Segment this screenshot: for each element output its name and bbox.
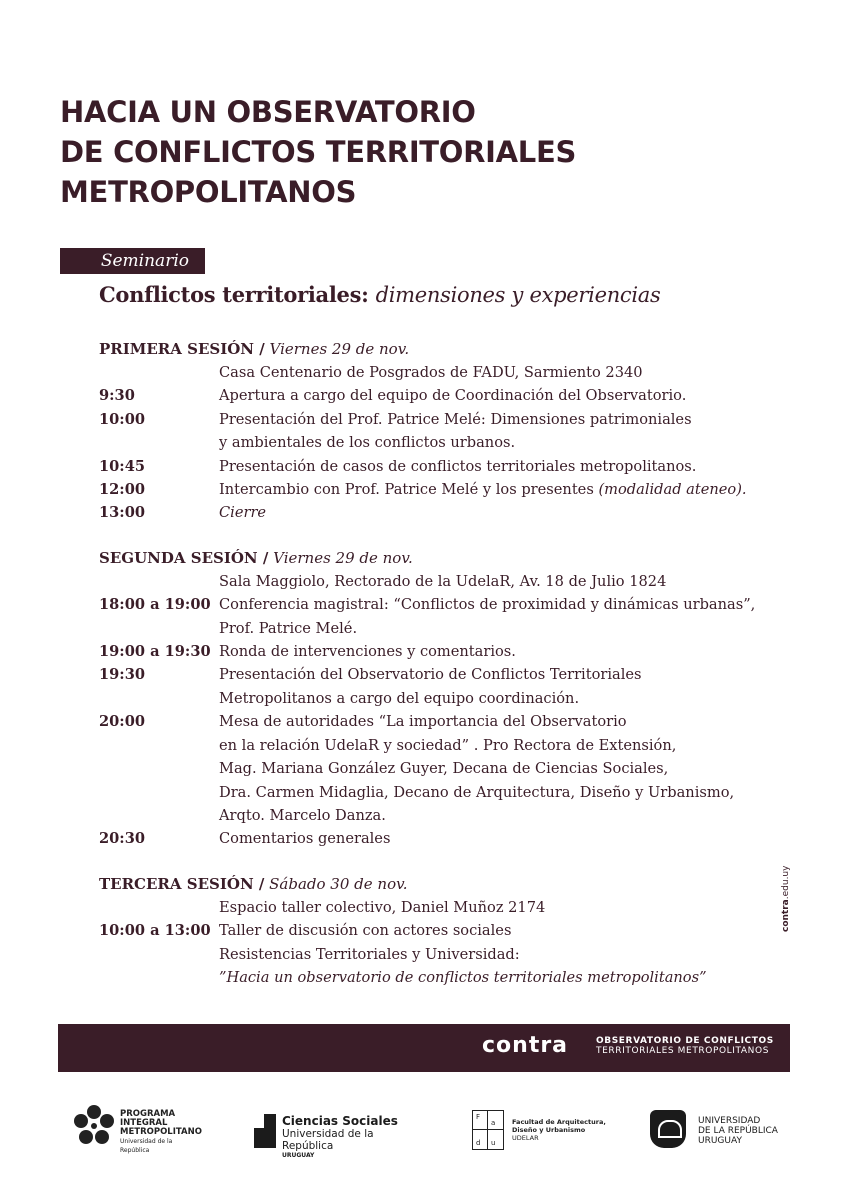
schedule-row (99, 827, 789, 850)
ccss-logo (254, 1100, 424, 1159)
pim-text: PROGRAMA INTEGRAL METROPOLITANO Universidad de la República (120, 1109, 202, 1154)
side-url-rest: .edu.uy (781, 865, 791, 900)
schedule-desc: Apertura a cargo del equipo de Coordinación del Observatorio. (219, 387, 687, 405)
session-header (99, 547, 789, 570)
schedule-row-cont (99, 757, 789, 780)
schedule-row-cont (99, 804, 789, 827)
schedule-desc: en la relación UdelaR y sociedad” . Pro Rectora de Extensión, (219, 736, 677, 754)
schedule-row (99, 408, 789, 431)
schedule-row-cont (99, 966, 789, 989)
udelar-logo (650, 1100, 780, 1150)
schedule-time: 10:45 (99, 457, 146, 475)
title-line-3: METROPOLITANOS (60, 175, 357, 209)
schedule-row (99, 919, 789, 942)
session-date: Sábado 30 de nov. (269, 874, 408, 893)
schedule-desc (219, 478, 789, 501)
schedule-desc: Prof. Patrice Melé. (219, 619, 358, 637)
title-line-2: DE CONFLICTOS TERRITORIALES (60, 135, 577, 169)
subtitle-bold: Conflictos territoriales: (99, 282, 369, 307)
schedule-desc: ”Hacia un observatorio de conflictos territoriales metropolitanos” (219, 968, 707, 986)
schedule-desc: Comentarios generales (219, 830, 391, 848)
schedule-desc: Presentación del Observatorio de Conflictos Territoriales (219, 666, 642, 684)
session-date: Viernes 29 de nov. (273, 548, 413, 567)
session-venue: Sala Maggiolo, Rectorado de la UdelaR, Av. 18 de Julio 1824 (219, 572, 667, 590)
schedule-row (99, 455, 789, 478)
schedule-desc: Mag. Mariana González Guyer, Decana de Ciencias Sociales, (219, 760, 669, 778)
flower-icon (72, 1104, 116, 1148)
schedule-row (99, 384, 789, 407)
ccss-mark-icon (254, 1114, 276, 1148)
program (99, 338, 789, 989)
schedule-row-cont (99, 781, 789, 804)
ccss-text: Ciencias Sociales Universidad de la República URUGUAY (282, 1114, 398, 1159)
session-header (99, 873, 789, 896)
schedule-time: 18:00 a 19:00 (99, 596, 211, 614)
schedule-desc: Ronda de intervenciones y comentarios. (219, 643, 516, 661)
session-venue-row (99, 896, 789, 919)
schedule-row (99, 710, 789, 733)
fadu-text: Facultad de Arquitectura, Diseño y Urbanismo UDELAR (512, 1118, 606, 1142)
schedule-time: 20:30 (99, 830, 146, 848)
schedule-desc: Dra. Carmen Midaglia, Decano de Arquitectura, Diseño y Urbanismo, (219, 783, 735, 801)
schedule-row (99, 640, 789, 663)
schedule-desc: Presentación del Prof. Patrice Melé: Dimensiones patrimoniales (219, 410, 692, 428)
schedule-text: Intercambio con Prof. Patrice Melé y los presentes (219, 481, 594, 499)
session-name: PRIMERA SESIÓN / (99, 340, 265, 358)
schedule-desc: Conferencia magistral: “Conflictos de proximidad y dinámicas urbanas”, (219, 596, 756, 614)
observatory-line-1: OBSERVATORIO DE CONFLICTOS (596, 1036, 774, 1046)
schedule-time: 9:30 (99, 387, 135, 405)
observatory-name (596, 1036, 774, 1056)
side-url-mark (778, 862, 792, 934)
schedule-time: 20:00 (99, 713, 146, 731)
contra-logo: contra (482, 1033, 569, 1058)
side-url-bold: contra (781, 899, 791, 932)
schedule-desc: Metropolitanos a cargo del equipo coordinación. (219, 689, 580, 707)
seminar-subtitle (99, 282, 661, 307)
seminar-tag: Seminario (60, 248, 205, 274)
fadu-logo (472, 1100, 612, 1150)
session-venue: Espacio taller colectivo, Daniel Muñoz 2174 (219, 898, 546, 916)
page-title (60, 92, 576, 212)
udelar-seal-icon (650, 1110, 686, 1148)
schedule-time: 10:00 (99, 410, 146, 428)
schedule-row-cont (99, 734, 789, 757)
schedule-desc: Mesa de autoridades “La importancia del Observatorio (219, 713, 627, 731)
schedule-note: (modalidad ateneo). (598, 481, 747, 499)
schedule-row (99, 663, 789, 686)
footer-band (58, 1024, 790, 1072)
partner-logos (0, 1100, 848, 1160)
pim-logo (72, 1100, 202, 1154)
schedule-time: 19:30 (99, 666, 146, 684)
schedule-row-cont (99, 617, 789, 640)
fadu-grid-icon: F a d u (472, 1110, 504, 1150)
observatory-line-2: TERRITORIALES METROPOLITANOS (596, 1046, 770, 1056)
title-line-1: HACIA UN OBSERVATORIO (60, 95, 476, 129)
schedule-desc: Taller de discusión con actores sociales (219, 922, 512, 940)
schedule-row-cont (99, 431, 789, 454)
schedule-desc: y ambientales de los conflictos urbanos. (219, 434, 516, 452)
schedule-time: 12:00 (99, 481, 146, 499)
session-venue-row (99, 361, 789, 384)
session-date: Viernes 29 de nov. (269, 340, 410, 358)
schedule-desc: Arqto. Marcelo Danza. (219, 806, 386, 824)
schedule-time: 19:00 a 19:30 (99, 643, 211, 661)
subtitle-italic: dimensiones y experiencias (375, 283, 661, 307)
schedule-time: 13:00 (99, 504, 146, 522)
schedule-desc: Resistencias Territoriales y Universidad: (219, 945, 520, 963)
udelar-text: UNIVERSIDAD DE LA REPÚBLICA URUGUAY (698, 1116, 778, 1146)
session-name: SEGUNDA SESIÓN / (99, 548, 269, 567)
schedule-desc: Presentación de casos de conflictos territoriales metropolitanos. (219, 457, 697, 475)
schedule-desc: Cierre (219, 504, 267, 522)
session-name: TERCERA SESIÓN / (99, 874, 265, 893)
session-header (99, 338, 789, 361)
schedule-row-cont (99, 943, 789, 966)
schedule-time: 10:00 a 13:00 (99, 922, 211, 940)
session-venue: Casa Centenario de Posgrados de FADU, Sarmiento 2340 (219, 364, 643, 381)
schedule-row-cont (99, 687, 789, 710)
schedule-row (99, 478, 789, 501)
schedule-row (99, 593, 789, 616)
schedule-row (99, 501, 789, 524)
session-venue-row (99, 570, 789, 593)
